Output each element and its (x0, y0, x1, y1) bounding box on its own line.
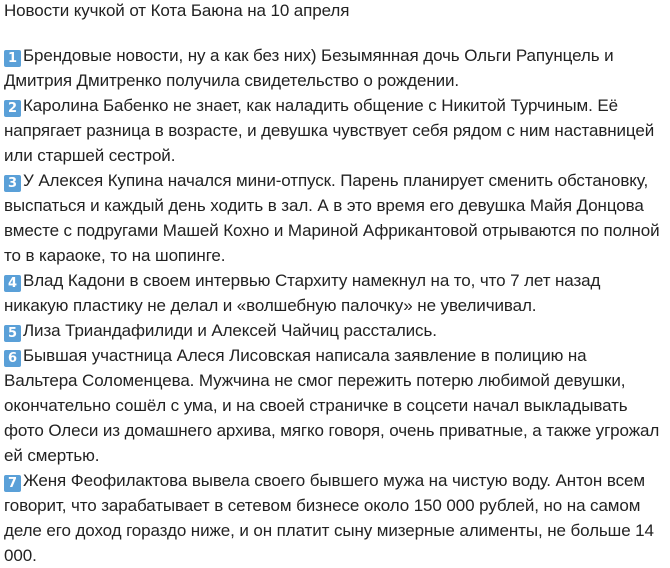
news-item-2 (4, 93, 664, 168)
news-item-1 (4, 43, 664, 93)
keycap-number-icon: 3 (4, 175, 21, 192)
news-item-3 (4, 168, 664, 268)
news-item-5 (4, 318, 664, 343)
keycap-number-icon: 7 (4, 475, 21, 492)
news-item-text: Брендовые новости, ну а как без них) Безымянная дочь Ольги Рапунцель и Дмитрия Дмитренко получила свидетельство о рождении. (4, 46, 614, 90)
keycap-number-icon: 2 (4, 100, 21, 117)
keycap-number-icon: 6 (4, 350, 21, 367)
news-item-7 (4, 468, 664, 568)
news-item-text: У Алексея Купина начался мини-отпуск. Парень планирует сменить обстановку, выспаться и каждый день ходить в зал. А в это время его девушка Майя Донцова вместе с подругами Машей Кохно и Мариной Африкантовой отрываются по полной то в караоке, то на шопинге. (4, 171, 660, 265)
news-list (4, 43, 664, 568)
keycap-number-icon: 4 (4, 275, 21, 292)
news-item-text: Женя Феофилактова вывела своего бывшего мужа на чистую воду. Антон всем говорит, что зарабатывает в сетевом бизнесе около 150 000 рублей, но на самом деле его доход гораздо ниже, и он платит сыну мизерные алименты, не больше 14 000. (4, 471, 654, 565)
news-item-6 (4, 343, 664, 468)
news-item-text: Лиза Триандафилиди и Алексей Чайчиц расстались. (23, 321, 437, 340)
keycap-number-icon: 5 (4, 325, 21, 342)
news-item-4 (4, 268, 664, 318)
news-item-text: Бывшая участница Алеся Лисовская написала заявление в полицию на Вальтера Соломенцева. Мужчина не смог пережить потерю любимой девушки, окончательно сошёл с ума, и на своей страничке в соцсети начал выкладывать фото Олеси из домашнего архива, мягко говоря, очень приватные, а также угрожал ей смертью. (4, 346, 660, 465)
article-title: Новости кучкой от Кота Баюна на 10 апреля (4, 1, 350, 20)
news-item-text: Каролина Бабенко не знает, как наладить общение с Никитой Турчиным. Её напрягает разница в возрасте, и девушка чувствует себя рядом с ним наставницей или старшей сестрой. (4, 96, 655, 165)
keycap-number-icon: 1 (4, 50, 21, 67)
news-item-text: Влад Кадони в своем интервью Стархиту намекнул на то, что 7 лет назад никакую пластику не делал и «волшебную палочку» не увеличивал. (4, 271, 601, 315)
